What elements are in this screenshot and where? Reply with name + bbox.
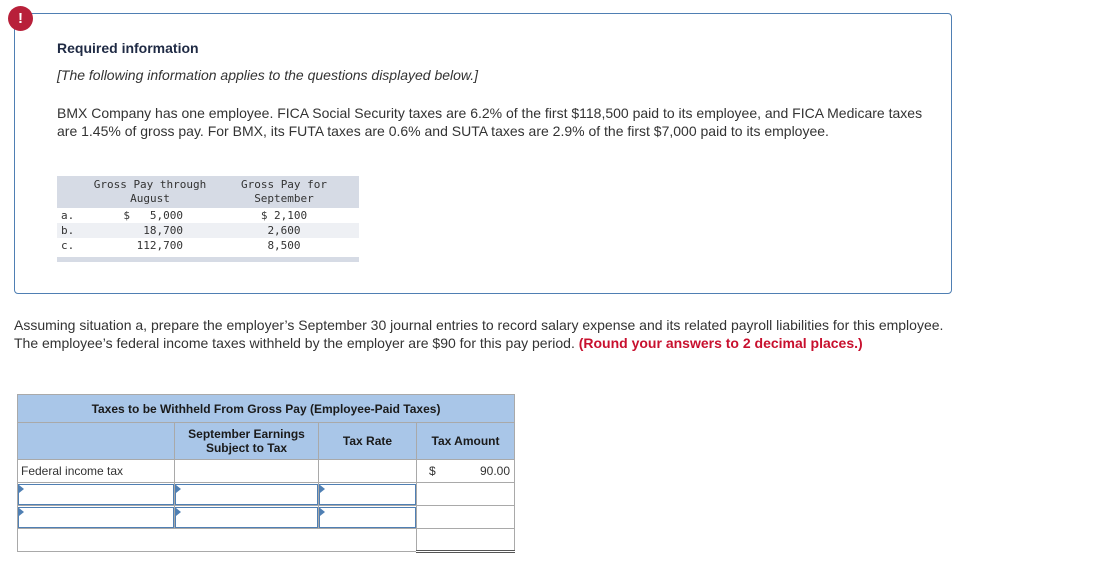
federal-amount-value: 90.00 bbox=[479, 464, 510, 478]
gross-row-august: 18,700 bbox=[91, 223, 209, 238]
rate-input-2[interactable] bbox=[319, 507, 416, 528]
gross-row-letter: a. bbox=[61, 209, 75, 222]
gross-table-bottom-rule bbox=[57, 257, 359, 262]
rounding-instruction: (Round your answers to 2 decimal places.) bbox=[578, 335, 863, 351]
gross-header-september: Gross Pay for September bbox=[209, 176, 359, 208]
gross-pay-table bbox=[57, 176, 359, 253]
earnings-input-1[interactable] bbox=[175, 484, 318, 505]
tax-name-input-2[interactable] bbox=[18, 507, 174, 528]
amount-cell-1 bbox=[417, 483, 515, 506]
federal-rate-cell bbox=[319, 460, 417, 483]
alert-icon: ! bbox=[8, 6, 33, 31]
info-subtitle: [The following information applies to the questions displayed below.] bbox=[57, 67, 479, 83]
gross-row-b bbox=[57, 223, 359, 238]
tax-entry-row-2 bbox=[18, 506, 515, 529]
rate-cell-2[interactable] bbox=[319, 506, 417, 529]
header-tax-amount: Tax Amount bbox=[417, 423, 515, 460]
gross-row-letter: c. bbox=[61, 239, 75, 252]
earnings-cell-1[interactable] bbox=[175, 483, 319, 506]
gross-header-blank bbox=[57, 176, 91, 208]
question-text bbox=[14, 316, 944, 352]
earnings-input-2[interactable] bbox=[175, 507, 318, 528]
dollar-sign: $ bbox=[429, 464, 436, 478]
header-description bbox=[18, 423, 175, 460]
gross-row-a bbox=[57, 208, 359, 223]
gross-row-september: 8,500 bbox=[267, 239, 301, 252]
gross-row-c bbox=[57, 238, 359, 253]
earnings-cell-2[interactable] bbox=[175, 506, 319, 529]
amount-cell-2 bbox=[417, 506, 515, 529]
gross-row-september: 2,600 bbox=[209, 223, 359, 238]
info-body: BMX Company has one employee. FICA Social Security taxes are 6.2% of the first $118,500 paid to its employee, and FICA Medicare taxes are 1.45% of gross pay. For BMX, its FUTA taxes are 0.6% and SUTA taxes are 2.9% of the first $7,000 paid to its employee. bbox=[57, 105, 923, 139]
tax-name-input-1[interactable] bbox=[18, 484, 174, 505]
gross-row-september: $ 2,100 bbox=[260, 209, 308, 222]
tax-name-select-1[interactable] bbox=[18, 483, 175, 506]
total-amount-cell bbox=[417, 529, 515, 552]
federal-amount-cell bbox=[417, 460, 515, 483]
tax-name-select-2[interactable] bbox=[18, 506, 175, 529]
gross-header-august: Gross Pay through August bbox=[91, 176, 209, 208]
header-tax-rate: Tax Rate bbox=[319, 423, 417, 460]
federal-earnings-cell bbox=[175, 460, 319, 483]
rate-cell-1[interactable] bbox=[319, 483, 417, 506]
gross-row-august: $ 5,000 bbox=[123, 209, 183, 222]
tax-table-title: Taxes to be Withheld From Gross Pay (Employee-Paid Taxes) bbox=[18, 395, 515, 423]
info-title: Required information bbox=[57, 40, 199, 56]
rate-input-1[interactable] bbox=[319, 484, 416, 505]
gross-row-august: 112,700 bbox=[136, 239, 183, 252]
withholding-tax-table bbox=[17, 394, 515, 553]
tax-entry-row-1 bbox=[18, 483, 515, 506]
header-september-earnings: September Earnings Subject to Tax bbox=[175, 423, 319, 460]
federal-income-tax-row bbox=[18, 460, 515, 483]
question-body: Assuming situation a, prepare the employer’s September 30 journal entries to record salary expense and its related payroll liabilities for this employee. The employee’s federal income taxes withheld by the employer are $90 for this pay period. bbox=[14, 317, 944, 351]
federal-income-tax-label: Federal income tax bbox=[18, 460, 175, 483]
total-row bbox=[18, 529, 515, 552]
total-label-cell bbox=[18, 529, 417, 552]
gross-row-letter: b. bbox=[57, 223, 91, 238]
